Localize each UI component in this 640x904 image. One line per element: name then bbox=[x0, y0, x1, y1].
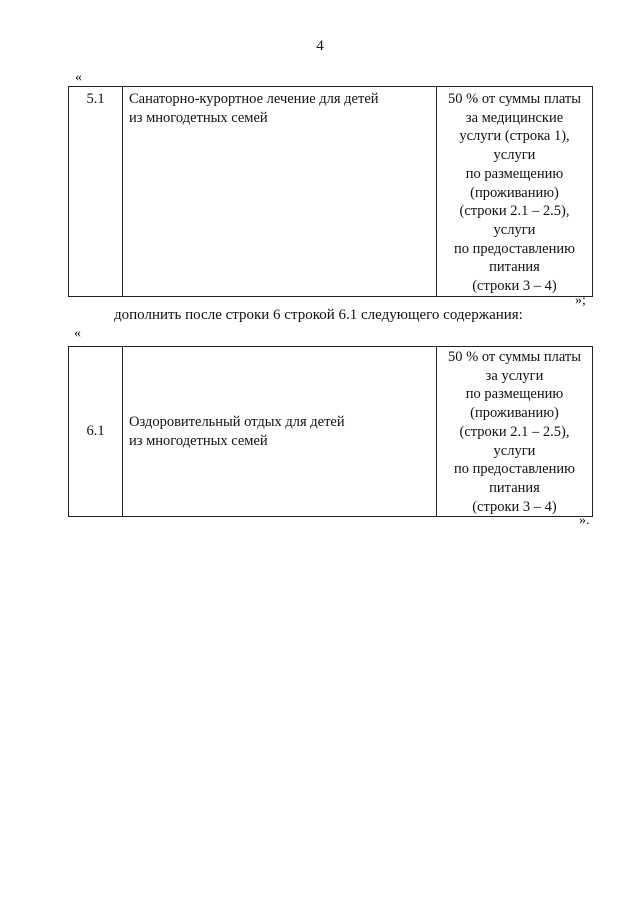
closing-quote-mark: »; bbox=[575, 293, 586, 308]
payment-value-line: за услуги bbox=[485, 367, 544, 384]
payment-value-line: услуги bbox=[493, 442, 536, 459]
payment-value-line: 50 % от суммы платы bbox=[447, 349, 581, 365]
payment-value-line: услуги bbox=[493, 221, 536, 238]
payment-value-line: по предоставлению bbox=[454, 240, 575, 257]
payment-value-cell bbox=[437, 87, 593, 297]
payment-value-line: (строки 3 – 4) bbox=[472, 278, 557, 295]
service-name-cell bbox=[123, 347, 437, 517]
opening-quote-mark: « bbox=[74, 326, 81, 341]
payment-value-cell bbox=[437, 347, 593, 517]
service-name-cell bbox=[123, 87, 437, 297]
payment-value-line: по размещению bbox=[465, 386, 564, 403]
table-row-5-1 bbox=[68, 86, 593, 297]
payment-value-line: по предоставлению bbox=[454, 461, 575, 478]
payment-value-line: (строки 3 – 4) bbox=[472, 498, 557, 515]
table-row bbox=[69, 347, 593, 517]
service-name-line: Оздоровительный отдых для детей bbox=[129, 413, 345, 430]
row-number-cell: 5.1 bbox=[69, 87, 123, 297]
service-name-line: Санаторно-курортное лечение для детей bbox=[129, 91, 379, 107]
payment-value-line: (строки 2.1 – 2.5), bbox=[459, 203, 570, 220]
payment-value-line: 50 % от суммы платы bbox=[447, 91, 581, 107]
payment-value-line: за медицинские bbox=[465, 109, 564, 126]
payment-value-line: (проживанию) bbox=[470, 405, 559, 422]
table-row-6-1 bbox=[68, 346, 593, 517]
page-number: 4 bbox=[316, 38, 324, 54]
payment-value-line: услуги (строка 1), bbox=[459, 128, 570, 145]
payment-value-line: питания bbox=[489, 259, 540, 276]
table-row bbox=[69, 87, 593, 297]
service-name-line: из многодетных семей bbox=[129, 432, 268, 449]
payment-value-line: (проживанию) bbox=[470, 184, 559, 201]
row-number-cell: 6.1 bbox=[69, 347, 123, 517]
payment-value-line: услуги bbox=[493, 147, 536, 164]
instruction-paragraph: дополнить после строки 6 строкой 6.1 следующего содержания: bbox=[114, 307, 523, 323]
service-name-line: из многодетных семей bbox=[129, 109, 268, 126]
payment-value-line: по размещению bbox=[465, 165, 564, 182]
payment-value-line: (строки 2.1 – 2.5), bbox=[459, 423, 570, 440]
payment-value-line: питания bbox=[489, 479, 540, 496]
closing-quote-mark: ». bbox=[579, 513, 590, 528]
opening-quote-mark: « bbox=[75, 70, 82, 85]
